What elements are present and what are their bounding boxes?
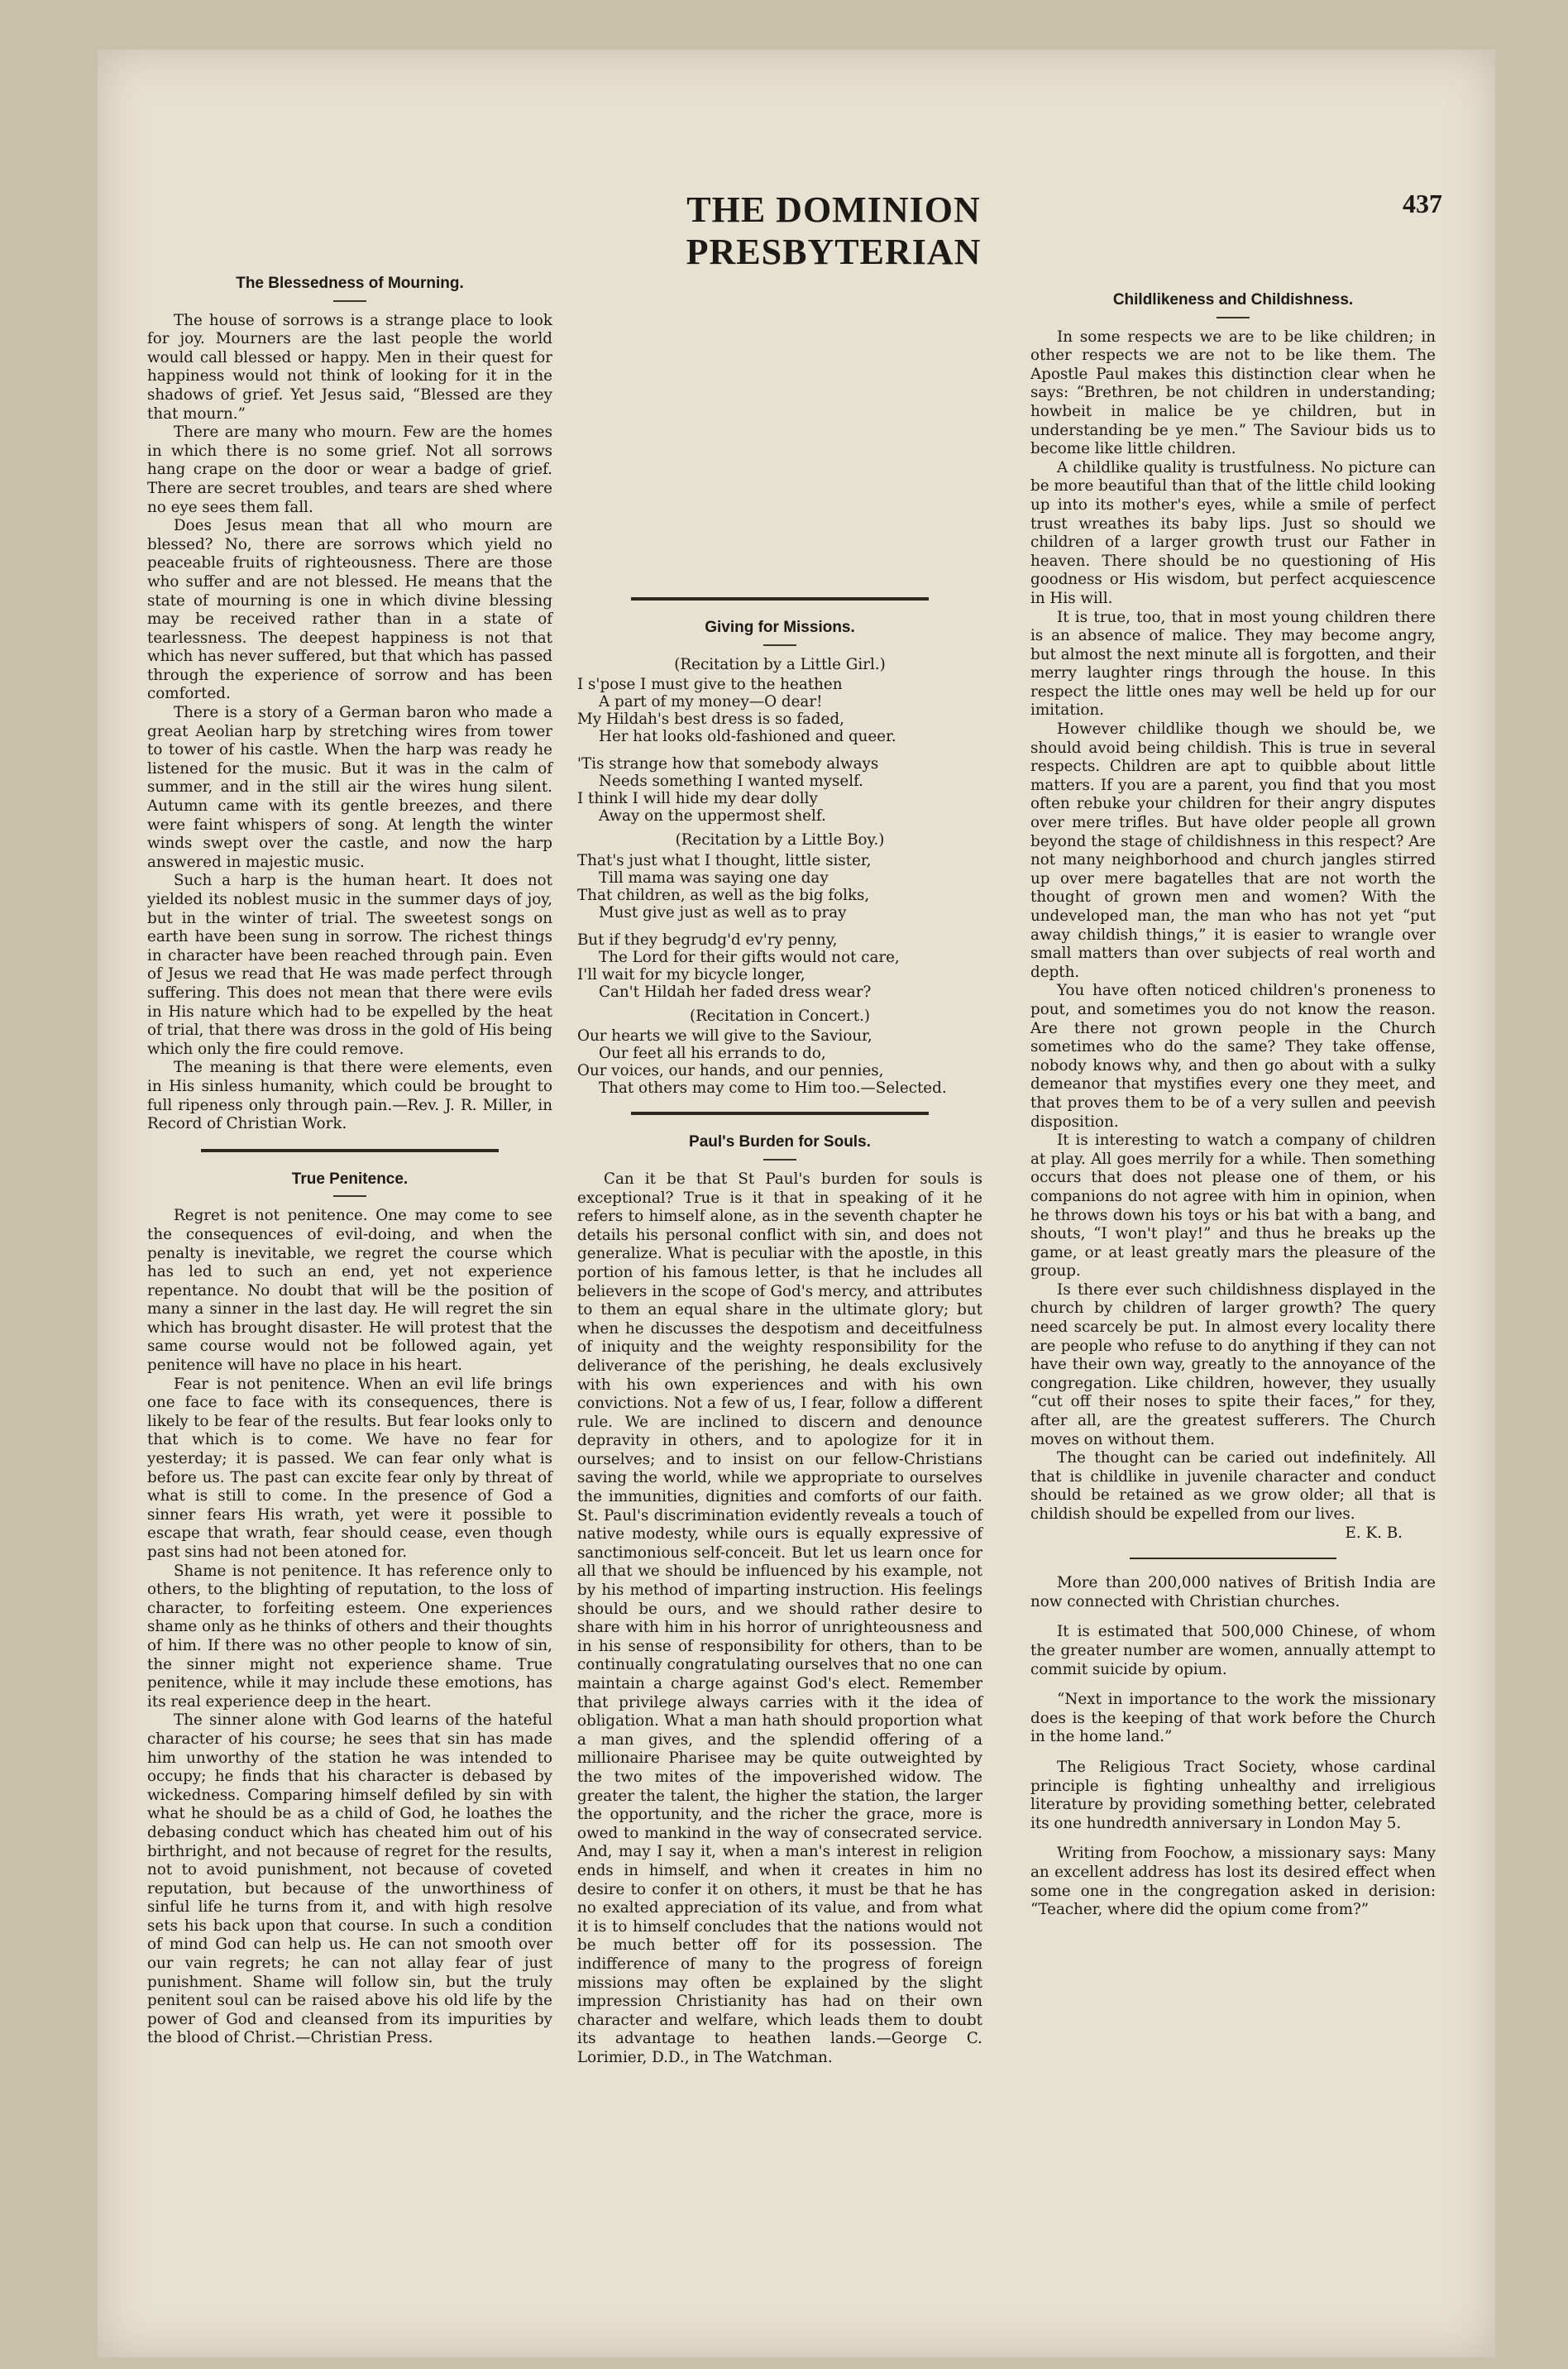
recitation-label: (Recitation by a Little Girl.) xyxy=(674,655,886,673)
poem-line: The Lord for their gifts would not care, xyxy=(599,948,900,966)
paragraph: In some respects we are to be like children; in other respects we are not to be like them. The Apostle Paul makes this distinction clear when he says: “Brethren, be not children in understanding; howbeit in malice be ye children, but in understanding be ye men.” The Saviour bids us to become like little children. xyxy=(1030,328,1436,458)
paragraph: The sinner alone with God learns of the hateful character of his course; he sees that sin has made him unworthy of the station he was intended to occupy; he finds that his character is debased by wickedness. Comparing himself defiled by sin with what he should be as a child of God, he loathes the debasing conduct which has cheated him out of his birthright, and not because of regret for the results, not to avoid punishment, not because of coveted reputation, but because of the unworthiness of sinful life he turns from it, and with high resolve sets his back upon that course. In such a condition of mind God can help us. He can not smooth over our vain regrets; he can not allay fear of just punishment. Shame will follow sin, but the truly penitent soul can be raised above his old life by the power of God and cleansed from its impurities by the blood of Christ.—Christian Press. xyxy=(147,1711,552,2047)
poem-stanza xyxy=(577,1027,982,1097)
poem-stanza xyxy=(577,676,982,825)
poem-line: Our voices, our hands, and our pennies, xyxy=(577,1062,884,1080)
column-3 xyxy=(1030,291,1436,1920)
paragraph: The meaning is that there were elements, even in His sinless humanity, which could be brought to full ripeness only through pain.—Rev. J. R. Miller, in Record of Christian Work. xyxy=(147,1059,552,1133)
article-title: Giving for Missions. xyxy=(705,619,855,636)
paragraph: Regret is not penitence. One may come to see the consequences of evil-doing, and when the penalty is inevitable, we regret the course which has led to such an end, yet not experience repentance. No doubt that will be the position of many a sinner in the last day. He will regret the sin which has brought disaster. He will protest that the same course would not be followed again, yet penitence will have no place in his heart. xyxy=(147,1207,552,1375)
poem-line: That children, as well as the big folks, xyxy=(577,886,870,904)
poem-line: A part of my money—O dear! xyxy=(599,693,823,711)
paragraph: However childlike though we should be, we should avoid being childish. This is true in several respects. Children are apt to quibble about little matters. If you are a parent, you find that you most often rebuke your children for their angry disputes over mere trifles. But have older people all grown beyond the stage of childishness in this respect? Are not many neighborhood and church jangles stirred up over mere bagatelles that are not worth the thought of grown men and women? With the undeveloped man, the man who has not yet “put away childish things,” it is easier to wrangle over small matters than over subjects of real worth and depth. xyxy=(1030,720,1436,981)
article-divider xyxy=(631,1112,929,1115)
paragraph: There are many who mourn. Few are the homes in which there is no some grief. Not all sorrows hang crape on the door or wear a badge of grief. There are secret troubles, and tears are shed where no eye sees them fall. xyxy=(147,424,552,516)
paragraph: It is true, too, that in most young children there is an absence of malice. They may become angry, but almost the next minute all is forgotten, and their merry laughter rings through the house. In this respect the little ones may well be held up for our imitation. xyxy=(1030,608,1436,720)
news-note: More than 200,000 natives of British India are now connected with Christian churches. xyxy=(1030,1574,1436,1610)
article-title: Childlikeness and Childishness. xyxy=(1112,291,1354,309)
article-title: True Penitence. xyxy=(291,1170,409,1188)
poem-line: Away on the uppermost shelf. xyxy=(599,807,826,826)
paragraph: Can it be that St Paul's burden for souls is exceptional? True is it that in speaking of it he refers to himself alone, as in the seventh chapter he details his personal conflict with sin, and does not generalize. What is peculiar with the apostle, in this portion of his famous letter, is that he includes all believers in the scope of God's mercy, and attributes to them an equal share in the ultimate glory; but when he discusses the despotism and deceitfulness of iniquity and the weighty responsibility for the deliverance of the perishing, he deals exclusively with his own experiences and with his own convictions. Not a few of us, I fear, follow a different rule. We are inclined to discern and denounce depravity in others, and to apologize for it in ourselves; and to insist on our fellow-Christians saving the world, while we appropriate to ourselves the immunities, dignities and comforts of our faith. St. Paul's discrimination evidently reveals a touch of native modesty, while ours is equally expressive of sanctimonious self-conceit. But let us learn once for all that we should be influenced by his example, not by his method of imparting instruction. His feelings should be ours, and we should rather desire to share with him in his horror of unrighteousness and in his sense of responsibility for others, than to be continually congratulating ourselves that no one can maintain a charge against God's elect. Remember that privilege always carries with it the idea of obligation. What a man hath should proportion what a man gives, and the splendid offering of a millionaire Pharisee may be quite outweighted by the two mites of the impoverished widow. The greater the talent, the higher the station, the larger the opportunity, and the richer the grace, more is owed to mankind in the way of consecrated service. And, may I say it, when a man's interest in religion ends in himself, and when it creates in him no desire to confer it on others, it must be that he has no exalted appreciation of its value, and from what it is to himself concludes that the nations would not be much better off for its possession. The indifference of many to the progress of foreign missions may often be explained by the slight impression Christianity has had on their own character and welfare, which leads them to doubt its advantage to heathen lands.—George C. Lorimier, D.D., in The Watchman. xyxy=(577,1170,982,2066)
poem-line: I s'pose I must give to the heathen xyxy=(577,676,843,694)
news-note: Writing from Foochow, a missionary says: Many an excellent address has lost its desired effect when some one in the congregation asked in derision: “Teacher, where did the opium come from?” xyxy=(1030,1845,1436,1919)
paragraph: It is interesting to watch a company of children at play. All goes merrily for a while. Then something occurs that does not please one of them, or his companions do not agree with him in opinion, when he throws down his toys or his bat with a bang, and shouts, “I won't play!” and thus he breaks up the game, or at least greatly mars the pleasure of the group. xyxy=(1030,1132,1436,1280)
masthead-title: THE DOMINION PRESBYTERIAN xyxy=(686,189,982,272)
poem-line: But if they begrudg'd ev'ry penny, xyxy=(577,931,838,949)
newspaper-page xyxy=(98,50,1495,2357)
news-note: The Religious Tract Society, whose cardinal principle is fighting unhealthy and irreligious literature by providing something better, celebrated its one hundredth anniversary in London May 5. xyxy=(1030,1758,1436,1832)
column-1 xyxy=(147,275,552,2048)
continued-text-space xyxy=(577,258,982,582)
column-2 xyxy=(577,258,982,2067)
recitation-label: (Recitation by a Little Boy.) xyxy=(675,831,885,849)
title-divider xyxy=(763,1159,796,1161)
poem-line: My Hildah's best dress is so faded, xyxy=(577,711,844,729)
news-note: It is estimated that 500,000 Chinese, of whom the greater number are women, annually attempt to commit suicide by opium. xyxy=(1030,1623,1436,1678)
poem-line: Needs something I wanted myself. xyxy=(599,773,863,791)
paragraph: Fear is not penitence. When an evil life brings one face to face with its consequences, there is likely to be fear of the results. But fear looks only to that which is to come. We have no fear for yesterday; it is passed. We can fear only what is before us. The past can excite fear only by threat of what is still to come. In the presence of God a sinner fears His wrath, yet were it possible to escape that wrath, fear should cease, even though past sins had not been atoned for. xyxy=(147,1375,552,1561)
poem-line: I think I will hide my dear dolly xyxy=(577,790,818,808)
paragraph: Is there ever such childishness displayed in the church by children of larger growth? The query need scarcely be put. In almost every locality there are people who refuse to do anything if they can not have their own way, greatly to the annoyance of the congregation. Like children, however, they usually “cut off their noses to spite their faces,” for they, after all, are the greatest sufferers. The Church moves on without them. xyxy=(1030,1280,1436,1448)
title-divider xyxy=(1217,317,1250,318)
title-divider xyxy=(763,644,796,646)
poem-line: Our feet all his errands to do, xyxy=(599,1045,826,1063)
article-divider xyxy=(1130,1558,1336,1559)
paragraph: The house of sorrows is a strange place to look for joy. Mourners are the last people the world would call blessed or happy. Men in their quest for happiness would not think of looking for it in the shadows of grief. Yet Jesus said, “Blessed are they that mourn.” xyxy=(147,311,552,423)
title-divider xyxy=(333,300,366,302)
poem-line: Her hat looks old-fashioned and queer. xyxy=(599,728,896,746)
poem-line: That's just what I thought, little sister, xyxy=(577,851,872,869)
paragraph: Does Jesus mean that all who mourn are blessed? No, there are sorrows which yield no peaceable fruits of righteousness. There are those who suffer and are not blessed. He means that the state of mourning is one in which divine blessing may be received rather than in a state of tearlessness. The deepest happiness is not that which has never suffered, but that which has passed through the experience of sorrow and has been comforted. xyxy=(147,517,552,703)
poem-line: Can't Hildah her faded dress wear? xyxy=(599,983,872,1001)
article-divider xyxy=(631,597,929,601)
paragraph: Shame is not penitence. It has reference only to others, to the blighting of reputation, to the loss of character, to forfeiting esteem. One experiences shame only as he thinks of others and their thoughts of him. If there was no other people to know of sin, the sinner might not experience shame. True penitence, while it may include these emotions, has its real experience deep in the heart. xyxy=(147,1562,552,1711)
news-note: “Next in importance to the work the missionary does is the keeping of that work before the Church in the home land.” xyxy=(1030,1691,1436,1746)
author-signature: E. K. B. xyxy=(1345,1524,1403,1542)
paragraph: Such a harp is the human heart. It does not yielded its noblest music in the summer days of joy, but in the winter of trial. The sweetest songs on earth have been sung in sorrow. The richest things in character have been reached through pain. Even of Jesus we read that He was made perfect through suffering. This does not mean that there were evils in His nature which had to be expelled by the heat of trial, that there was dross in the gold of His being which only the fire could remove. xyxy=(147,872,552,1058)
paragraph: A childlike quality is trustfulness. No picture can be more beautiful than that of the little child looking up into its mother's eyes, while a smile of perfect trust wreathes its baby lips. Just so should we children of a larger growth trust our Father in heaven. There should be no questioning of His goodness or His wisdom, but perfect acquiescence in His will. xyxy=(1030,458,1436,607)
poem-line: Till mama was saying one day xyxy=(599,869,829,887)
paragraph: You have often noticed children's proneness to pout, and sometimes you do not know the reason. Are there not grown people in the Church sometimes who do the same? They take offense, nobody knows why, and then go about with a sulky demeanor that mystifies every one they meet, and that proves them to be of a very sullen and peevish disposition. xyxy=(1030,982,1436,1131)
poem-line: That others may come to Him too.—Selected. xyxy=(599,1079,947,1098)
article-title: The Blessedness of Mourning. xyxy=(236,275,464,292)
poem-line: Must give just as well as to pray xyxy=(599,903,847,921)
paragraph: There is a story of a German baron who made a great Aeolian harp by stretching wires from tower to tower of his castle. When the harp was ready he listened for the music. But it was in the calm of summer, and in the still air the wires hung silent. Autumn came with its gentle breezes, and there were faint whispers of song. At length the winter winds swept over the castle, and now the harp answered in majestic music. xyxy=(147,704,552,871)
recitation-label: (Recitation in Concert.) xyxy=(689,1007,871,1025)
poem-line: I'll wait for my bicycle longer, xyxy=(577,965,806,983)
page-number: 437 xyxy=(1403,189,1442,218)
poem-line: 'Tis strange how that somebody always xyxy=(577,755,879,773)
title-divider xyxy=(333,1195,366,1197)
article-divider xyxy=(201,1149,499,1152)
poem-line: Our hearts we will give to the Saviour, xyxy=(577,1027,872,1046)
article-title: Paul's Burden for Souls. xyxy=(689,1133,871,1151)
poem-stanza xyxy=(577,852,982,1001)
paragraph: The thought can be caried out indefinitely. All that is childlike in juvenile character and conduct should be retained as we grow older; all that is childish should be expelled from our lives. xyxy=(1030,1449,1436,1523)
